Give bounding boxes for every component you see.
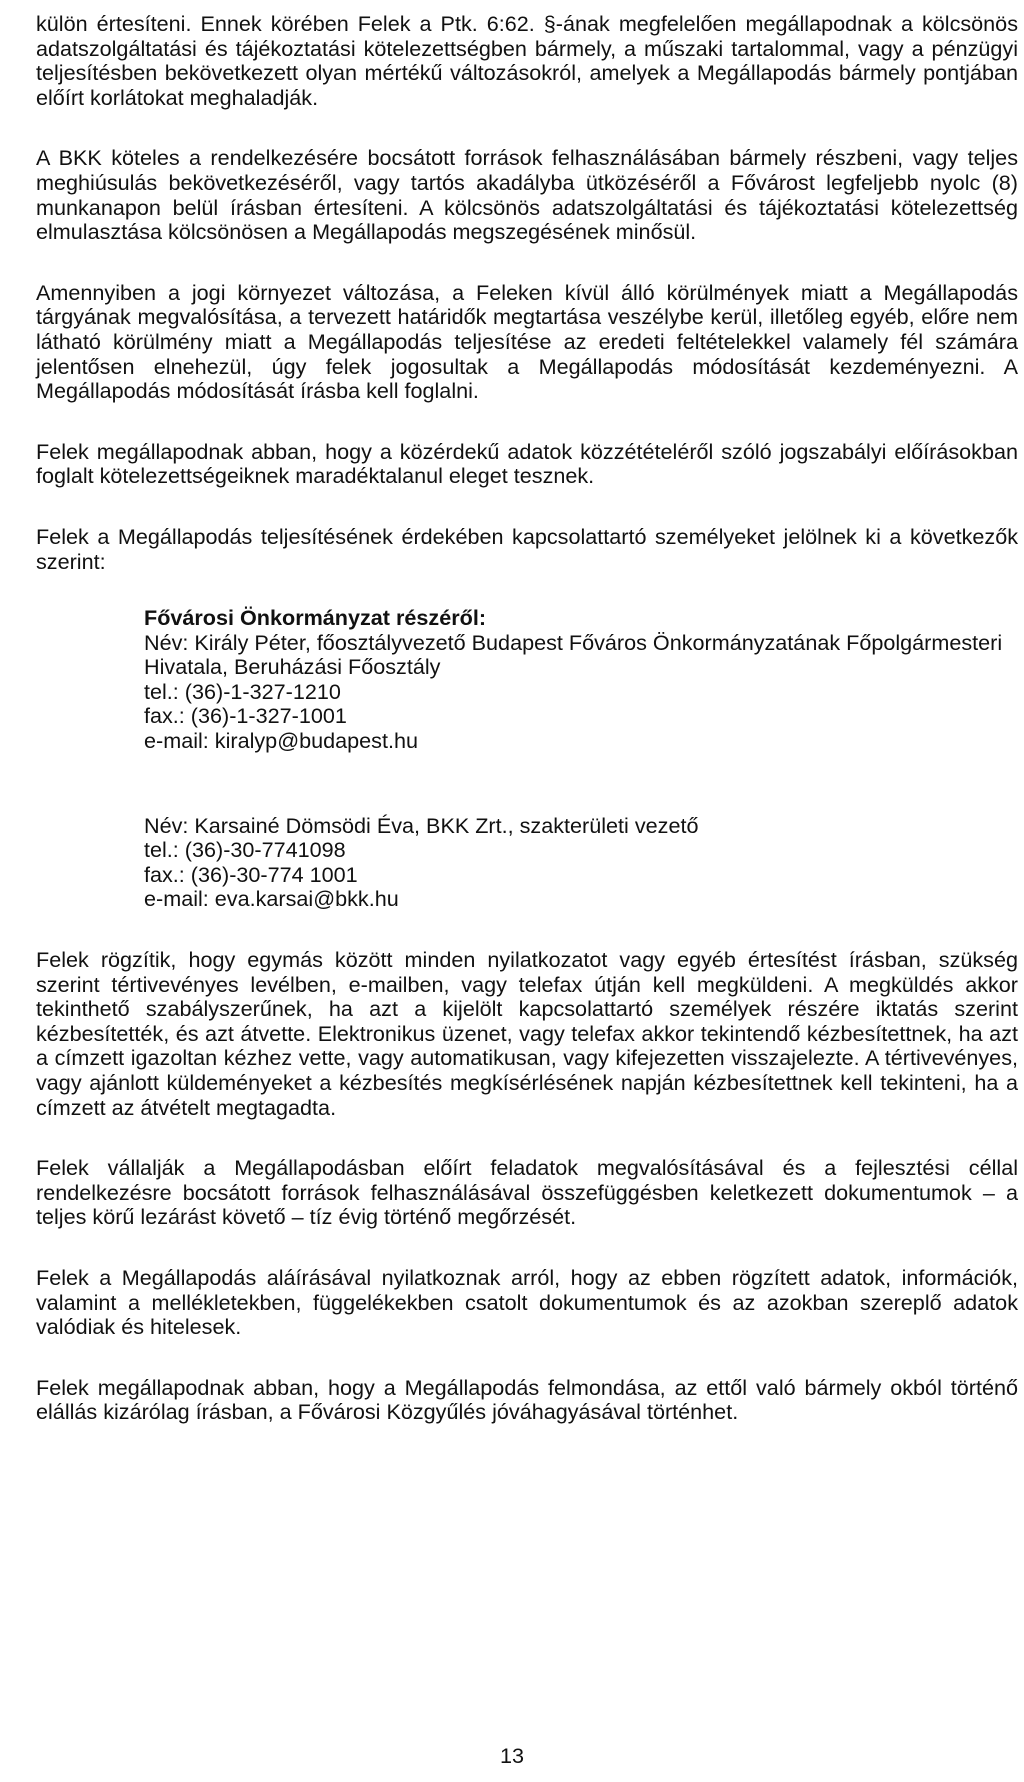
contact-email-bkk: e-mail: eva.karsai@bkk.hu bbox=[144, 886, 399, 912]
contact-fax-bkk: fax.: (36)-30-774 1001 bbox=[144, 861, 358, 887]
contact-block-bkk bbox=[144, 814, 1018, 912]
contact-block-fovaros bbox=[144, 606, 1018, 754]
paragraph-notification-scope: külön értesíteni. Ennek körében Felek a Ptk. 6:62. §-ának megfelelően megállapodnak a kölcsönös adatszolgáltatási és tájékoztatási kötelezettségben bármely, a műszaki tartalommal, vagy a pénzügyi teljesítésben bekövetkezett olyan mértékű változásokról, amelyek a Megállapodás bármely pontjában előírt korlátokat meghaladják. bbox=[36, 11, 1018, 110]
contact-fax-fovaros: fax.: (36)-1-327-1001 bbox=[144, 703, 347, 729]
paragraph-data-authenticity: Felek a Megállapodás aláírásával nyilatkoznak arról, hogy az ebben rögzített adatok, információk, valamint a mellékletekben, függelékekben csatolt dokumentumok és az azokban szereplő adatok valódiak és hitelesek. bbox=[36, 1264, 1018, 1340]
paragraph-bkk-obligation: A BKK köteles a rendelkezésére bocsátott források felhasználásában bármely részbeni, vagy teljes meghiúsulás bekövetkezéséről, vagy tartós akadályba ütközéséről a Fővárost legfeljebb nyolc (8) munkanapon belül írásban értesíteni. A kölcsönös adatszolgáltatási és tájékoztatási kötelezettség elmulasztása kölcsönösen a Megállapodás megszegésének minősül. bbox=[36, 145, 1018, 245]
page-number: 13 bbox=[499, 1743, 525, 1768]
paragraph-contact-persons: Felek a Megállapodás teljesítésének érdekében kapcsolattartó személyeket jelölnek ki a következők szerint: bbox=[36, 523, 1018, 574]
paragraph-amendment: Amennyiben a jogi környezet változása, a Feleken kívül álló körülmények miatt a Megállapodás tárgyának megvalósítása, a tervezett határidők megtartása veszélybe kerül, illetőleg egyéb, előre nem látható körülmény miatt a Megállapodás teljesítése az eredeti feltételekkel valamely fél számára jelentősen elnehezül, úgy felek jogosultak a Megállapodás módosítását kezdeményezni. A Megállapodás módosítását írásba kell foglalni. bbox=[36, 279, 1018, 404]
paragraph-termination: Felek megállapodnak abban, hogy a Megállapodás felmondása, az ettől való bármely okból történő elállás kizárólag írásban, a Fővárosi Közgyűlés jóváhagyásával történhet. bbox=[36, 1374, 1018, 1425]
contact-email-fovaros: e-mail: kiralyp@budapest.hu bbox=[144, 728, 418, 754]
paragraph-public-data: Felek megállapodnak abban, hogy a közérdekű adatok közzétételéről szóló jogszabályi előírásokban foglalt kötelezettségeiknek maradéktalanul eleget tesznek. bbox=[36, 438, 1018, 489]
paragraph-document-retention: Felek vállalják a Megállapodásban előírt feladatok megvalósításával és a fejlesztési céllal rendelkezésre bocsátott források felhasználásával összefüggésben keletkezett dokumentumok – a teljes körű lezárást követő – tíz évig történő megőrzését. bbox=[36, 1155, 1018, 1230]
contact-heading-fovaros: Fővárosi Önkormányzat részéről: bbox=[144, 605, 487, 631]
contact-tel-fovaros: tel.: (36)-1-327-1210 bbox=[144, 678, 341, 704]
contact-name-fovaros: Név: Király Péter, főosztályvezető Budapest Főváros Önkormányzatának Főpolgármesteri Hivatala, Beruházási Főosztály bbox=[144, 629, 1009, 680]
paragraph-written-notices: Felek rögzítik, hogy egymás között minden nyilatkozatot vagy egyéb értesítést írásban, szükség szerint tértivevényes levélben, e-mailben, vagy telefax útján kell megküldeni. A megküldés akkor tekinthető szabályszerűnek, ha azt a kijelölt kapcsolattartó személyek részére iktatás szerint kézbesítették, és azt átvette. Elektronikus üzenet, vagy telefax akkor tekintendő kézbesítettnek, ha azt a címzett igazoltan kézhez vette, vagy automatikusan, vagy kifejezetten visszajelezte. A tértivevényes, vagy ajánlott küldeményeket a kézbesítés megkísérlésének napján kézbesítettnek kell tekinteni, ha a címzett az átvételt megtagadta. bbox=[36, 947, 1018, 1120]
document-body bbox=[36, 12, 1018, 1461]
contact-tel-bkk: tel.: (36)-30-7741098 bbox=[144, 837, 346, 863]
contact-name-bkk: Név: Karsainé Dömsödi Éva, BKK Zrt., szakterületi vezető bbox=[144, 812, 699, 838]
